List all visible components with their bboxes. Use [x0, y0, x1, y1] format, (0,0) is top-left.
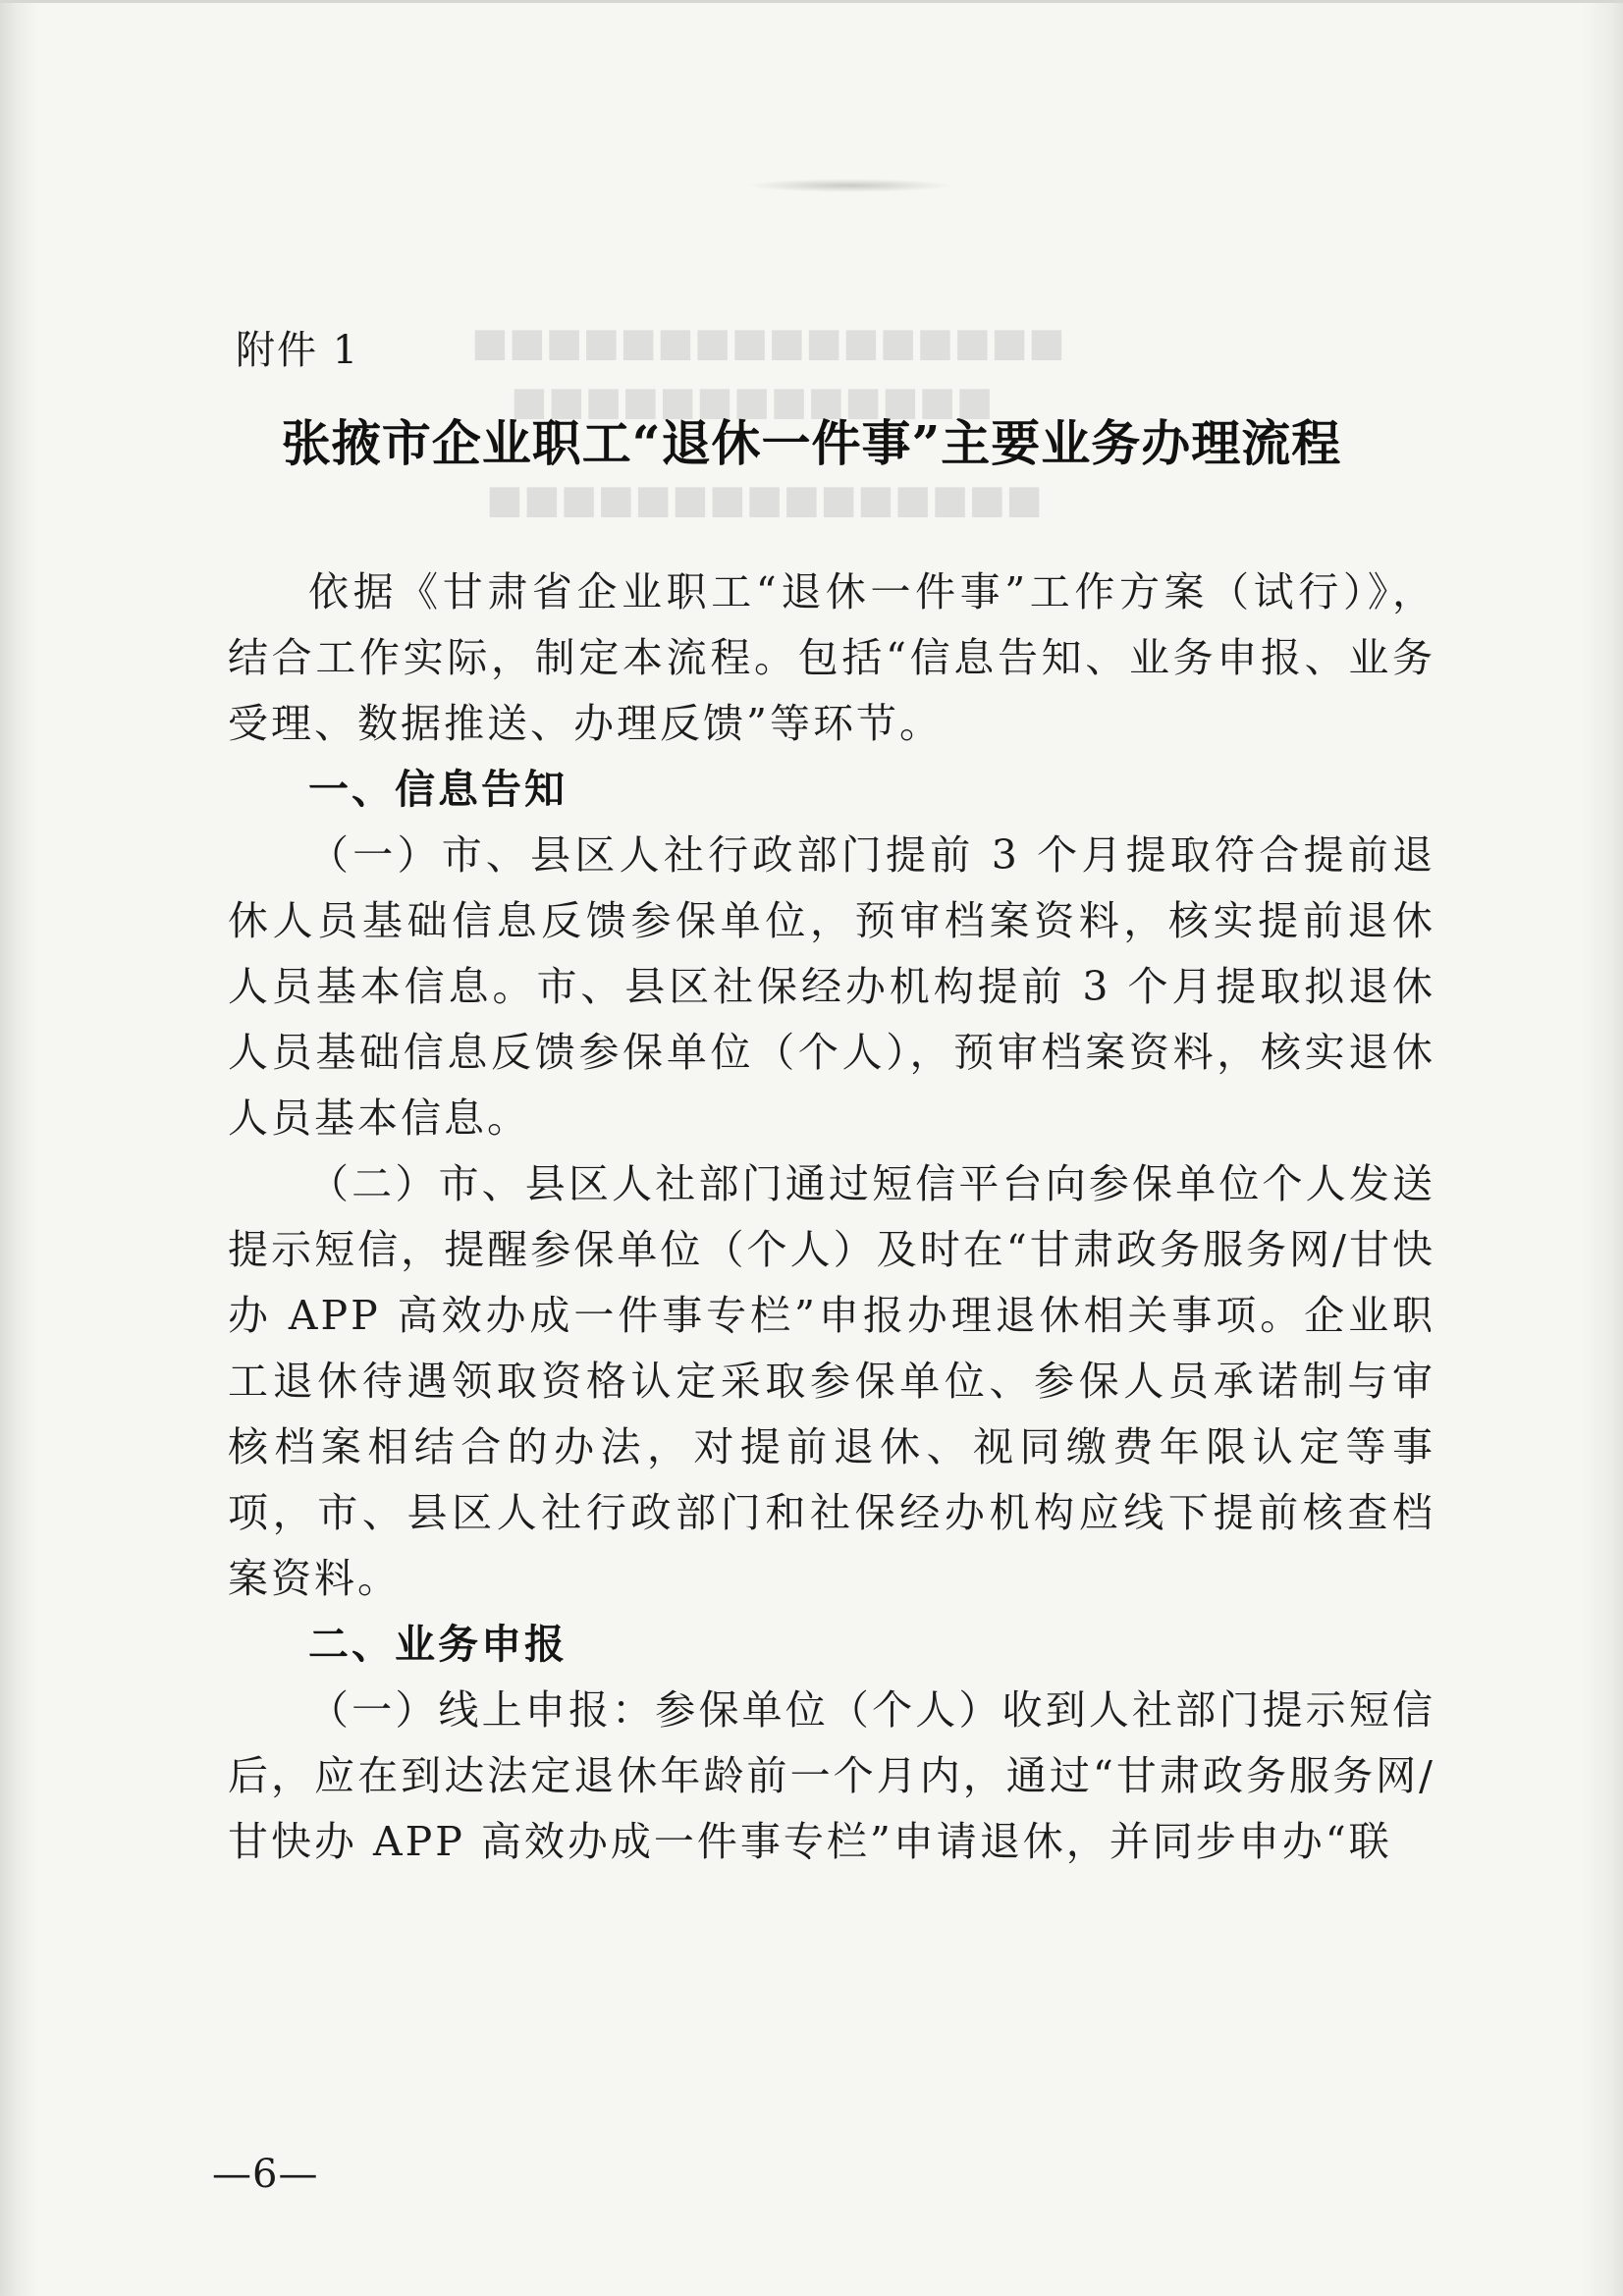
attachment-label: 附件 1: [236, 328, 360, 373]
scan-smudge: [746, 179, 952, 192]
show-through-text: ■■■■■■■■■■■■■■■: [486, 476, 1043, 522]
scan-edge: [0, 0, 1623, 3]
intro-paragraph: 依据《甘肃省企业职工“退休一件事”工作方案（试行）》，结合工作实际，制定本流程。包括“信息告知、业务申报、业务受理、数据推送、办理反馈”等环节。: [228, 568, 1435, 747]
show-through-text: ■■■■■■■■■■■■■■■■: [471, 319, 1065, 365]
section1-paragraph-2: （二）市、县区人社部门通过短信平台向参保单位个人发送提示短信，提醒参保单位（个人）及时在“甘肃政务服务网/甘快办 APP 高效办成一件事专栏”申报办理退休相关事项。企业职工退休待遇领取资格认定采取参保单位、参保人员承诺制与审核档案相结合的办法，对提前退休、视同缴费年限认定等事项，市、县区人社行政部门和社保经办机构应线下提前核查档案资料。: [228, 1160, 1435, 1602]
document-body: [228, 560, 1435, 1875]
show-through-text: ■■■■■■■■■■■■■: [511, 378, 994, 424]
section1-paragraph-1: （一）市、县区人社行政部门提前 3 个月提取符合提前退休人员基础信息反馈参保单位，预审档案资料，核实提前退休人员基本信息。市、县区社保经办机构提前 3 个月提取拟退休人员基础信息反馈参保单位（个人），预审档案资料，核实退休人员基本信息。: [228, 831, 1435, 1142]
section-heading-business-declaration: 二、业务申报: [308, 1621, 568, 1668]
page-number: —6—: [212, 2152, 319, 2197]
section2-paragraph-1: （一）线上申报：参保单位（个人）收到人社部门提示短信后，应在到达法定退休年龄前一个月内，通过“甘肃政务服务网/甘快办 APP 高效办成一件事专栏”申请退休，并同步申办“联: [228, 1686, 1435, 1865]
document-title: 张掖市企业职工“退休一件事”主要业务办理流程: [281, 414, 1342, 472]
section-heading-info-notice: 一、信息告知: [308, 766, 568, 813]
